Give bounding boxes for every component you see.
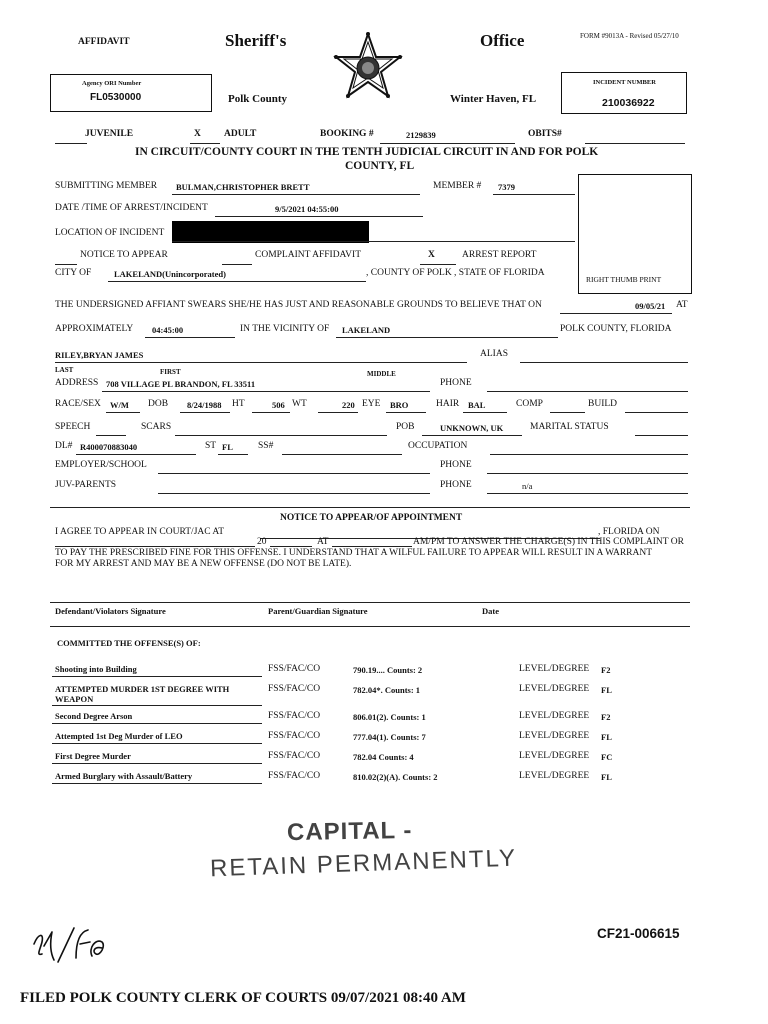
offense-name: Shooting into Building <box>55 664 137 674</box>
offense-name: First Degree Murder <box>55 751 131 761</box>
notice-late-text: FOR MY ARREST AND MAY BE A NEW OFFENSE (DO NOT BE LATE). <box>55 559 352 569</box>
offense-statute: 810.02(2)(A). Counts: 2 <box>353 772 438 782</box>
submitting-member-value: BULMAN,CHRISTOPHER BRETT <box>176 182 310 192</box>
city-value: LAKELAND(Unincorporated) <box>114 269 226 279</box>
height-label: HT <box>232 399 245 409</box>
offense-statute: 777.04(1). Counts: 7 <box>353 732 426 742</box>
offense-degree: F2 <box>601 712 611 722</box>
notice-at: AT <box>317 537 329 547</box>
approximately-label: APPROXIMATELY <box>55 324 134 334</box>
county-state-text: , COUNTY OF POLK , STATE OF FLORIDA <box>366 268 545 278</box>
submitting-member-label: SUBMITTING MEMBER <box>55 181 158 191</box>
approximately-value: 04:45:00 <box>152 325 184 335</box>
offense-degree: FL <box>601 772 612 782</box>
height-value: 506 <box>272 400 285 410</box>
location-label: Winter Haven, FL <box>450 93 537 105</box>
date-signature-label: Date <box>482 606 499 616</box>
offense-underline <box>52 705 262 706</box>
first-label: FIRST <box>160 368 181 376</box>
hair-label: HAIR <box>436 399 460 409</box>
st-label: ST <box>205 441 217 451</box>
incident-number-label: INCIDENT NUMBER <box>593 79 656 86</box>
arrest-report-checkmark: X <box>428 250 435 260</box>
build-label: BUILD <box>588 399 618 409</box>
arrest-report-label: ARREST REPORT <box>462 250 537 260</box>
booking-value: 2129839 <box>406 130 436 140</box>
offense-degree: FL <box>601 685 612 695</box>
handwritten-initials <box>30 922 108 967</box>
offense-fss-label: FSS/FAC/CO <box>268 771 321 781</box>
offense-underline <box>52 743 262 744</box>
offense-statute: 782.04 Counts: 4 <box>353 752 414 762</box>
offense-name: Armed Burglary with Assault/Battery <box>55 771 193 781</box>
affiant-statement: THE UNDERSIGNED AFFIANT SWEARS SHE/HE HAS JUST AND REASONABLE GROUNDS TO BELIEVE THAT ON <box>55 300 542 310</box>
dl-value: R400070883040 <box>80 442 138 452</box>
agency-ori-value: FL0530000 <box>90 92 142 103</box>
offense-name: ATTEMPTED MURDER 1ST DEGREE WITH <box>55 684 230 694</box>
filed-stamp: FILED POLK COUNTY CLERK OF COURTS 09/07/2021 08:40 AM <box>20 990 466 1006</box>
adult-checkmark: X <box>194 129 201 139</box>
offense-level-label: LEVEL/DEGREE <box>519 771 590 781</box>
court-heading-line1: IN CIRCUIT/COUNTY COURT IN THE TENTH JUDICIAL CIRCUIT IN AND FOR POLK <box>135 146 599 158</box>
offense-statute: 790.19.... Counts: 2 <box>353 665 423 675</box>
notice-ampm-text: AM/PM TO ANSWER THE CHARGE(S) IN THIS COMPLAINT OR <box>413 537 684 547</box>
complaint-affidavit-label: COMPLAINT AFFIDAVIT <box>255 250 362 260</box>
notice-agree-text: I AGREE TO APPEAR IN COURT/JAC AT <box>55 527 225 537</box>
speech-label: SPEECH <box>55 422 91 432</box>
offense-name: Attempted 1st Deg Murder of LEO <box>55 731 183 741</box>
offense-level-label: LEVEL/DEGREE <box>519 731 590 741</box>
hair-value: BAL <box>468 400 486 410</box>
offense-degree: FL <box>601 732 612 742</box>
capital-stamp-line2: RETAIN PERMANENTLY <box>209 844 518 883</box>
offense-underline <box>52 723 262 724</box>
sheriffs-title: Sheriff's <box>225 31 287 50</box>
offense-fss-label: FSS/FAC/CO <box>268 751 321 761</box>
polk-county-text: POLK COUNTY, FLORIDA <box>560 324 672 334</box>
arrest-date-label: DATE /TIME OF ARREST/INCIDENT <box>55 203 208 213</box>
comp-label: COMP <box>516 399 543 409</box>
city-label: CITY OF <box>55 268 92 278</box>
incident-number-value: 210036922 <box>602 97 655 109</box>
offense-level-label: LEVEL/DEGREE <box>519 751 590 761</box>
offense-name-cont: WEAPON <box>55 694 94 704</box>
dl-label: DL# <box>55 441 73 451</box>
weight-label: WT <box>292 399 307 409</box>
thumb-print-label: RIGHT THUMB PRINT <box>586 275 662 284</box>
affiant-at-label: AT <box>676 300 688 310</box>
offense-degree: F2 <box>601 665 611 675</box>
office-title: Office <box>480 31 525 50</box>
offense-statute: 806.01(2). Counts: 1 <box>353 712 426 722</box>
st-value: FL <box>222 442 233 452</box>
notice-title: NOTICE TO APPEAR/OF APPOINTMENT <box>280 513 463 523</box>
middle-label: MIDDLE <box>367 370 396 378</box>
weight-value: 220 <box>342 400 355 410</box>
employer-label: EMPLOYER/SCHOOL <box>55 460 147 470</box>
scars-label: SCARS <box>141 422 172 432</box>
notice-florida-on: , FLORIDA ON <box>598 527 660 537</box>
capital-stamp-line1: CAPITAL - <box>286 816 413 847</box>
offense-fss-label: FSS/FAC/CO <box>268 664 321 674</box>
offense-fss-label: FSS/FAC/CO <box>268 731 321 741</box>
vicinity-value: LAKELAND <box>342 325 391 335</box>
juv-phone-label: PHONE <box>440 480 472 490</box>
case-number: CF21-006615 <box>597 926 680 941</box>
offense-underline <box>52 783 262 784</box>
vicinity-label: IN THE VICINITY OF <box>240 324 330 334</box>
notice-to-appear-label: NOTICE TO APPEAR <box>80 250 168 260</box>
notice-year: 20 <box>257 537 267 547</box>
address-label: ADDRESS <box>55 378 99 388</box>
phone-label: PHONE <box>440 378 472 388</box>
subject-name-value: RILEY,BRYAN JAMES <box>55 350 144 360</box>
last-label: LAST <box>55 366 74 374</box>
offense-level-label: LEVEL/DEGREE <box>519 664 590 674</box>
marital-status-label: MARITAL STATUS <box>530 422 609 432</box>
juvenile-label: JUVENILE <box>85 129 134 139</box>
dob-value: 8/24/1988 <box>187 400 222 410</box>
redacted-location <box>172 221 369 243</box>
notice-fine-text: TO PAY THE PRESCRIBED FINE FOR THIS OFFENSE. I UNDERSTAND THAT A WILFUL FAILURE TO APPEAR WILL RESULT IN A WARRANT <box>55 548 653 558</box>
county-label: Polk County <box>228 93 287 105</box>
parent-signature-label: Parent/Guardian Signature <box>268 606 368 616</box>
affiant-date-value: 09/05/21 <box>635 301 666 311</box>
adult-label: ADULT <box>224 129 257 139</box>
court-heading-line2: COUNTY, FL <box>345 160 415 172</box>
offense-statute: 782.04*. Counts: 1 <box>353 685 421 695</box>
race-sex-value: W/M <box>110 400 129 410</box>
alias-label: ALIAS <box>480 349 508 359</box>
employer-phone-label: PHONE <box>440 460 472 470</box>
affidavit-label: AFFIDAVIT <box>78 37 130 47</box>
offense-underline <box>52 676 262 677</box>
pob-label: POB <box>396 422 415 432</box>
eye-value: BRO <box>390 400 409 410</box>
sheriff-star-icon <box>333 32 403 100</box>
pob-value: UNKNOWN, UK <box>440 423 504 433</box>
offense-name: Second Degree Arson <box>55 711 133 721</box>
juv-parents-label: JUV-PARENTS <box>55 480 117 490</box>
booking-label: BOOKING # <box>320 129 374 139</box>
offense-degree: FC <box>601 752 613 762</box>
offense-fss-label: FSS/FAC/CO <box>268 684 321 694</box>
dob-label: DOB <box>148 399 169 409</box>
location-label: LOCATION OF INCIDENT <box>55 228 165 238</box>
offense-underline <box>52 763 262 764</box>
juv-phone-value: n/a <box>522 481 533 491</box>
member-number-label: MEMBER # <box>433 181 482 191</box>
offenses-title: COMMITTED THE OFFENSE(S) OF: <box>57 638 201 648</box>
race-sex-label: RACE/SEX <box>55 399 101 409</box>
form-number: FORM #9013A - Revised 05/27/10 <box>580 32 679 40</box>
occupation-label: OCCUPATION <box>408 441 468 451</box>
obits-label: OBITS# <box>528 129 562 139</box>
offense-level-label: LEVEL/DEGREE <box>519 684 590 694</box>
eye-label: EYE <box>362 399 381 409</box>
agency-ori-label: Agency ORI Number <box>82 80 142 87</box>
offense-fss-label: FSS/FAC/CO <box>268 711 321 721</box>
offense-level-label: LEVEL/DEGREE <box>519 711 590 721</box>
defendant-signature-label: Defendant/Violators Signature <box>55 606 166 616</box>
arrest-date-value: 9/5/2021 04:55:00 <box>275 204 339 214</box>
ss-label: SS# <box>258 441 274 451</box>
member-number-value: 7379 <box>498 182 515 192</box>
address-value: 708 VILLAGE PL BRANDON, FL 33511 <box>106 379 256 389</box>
